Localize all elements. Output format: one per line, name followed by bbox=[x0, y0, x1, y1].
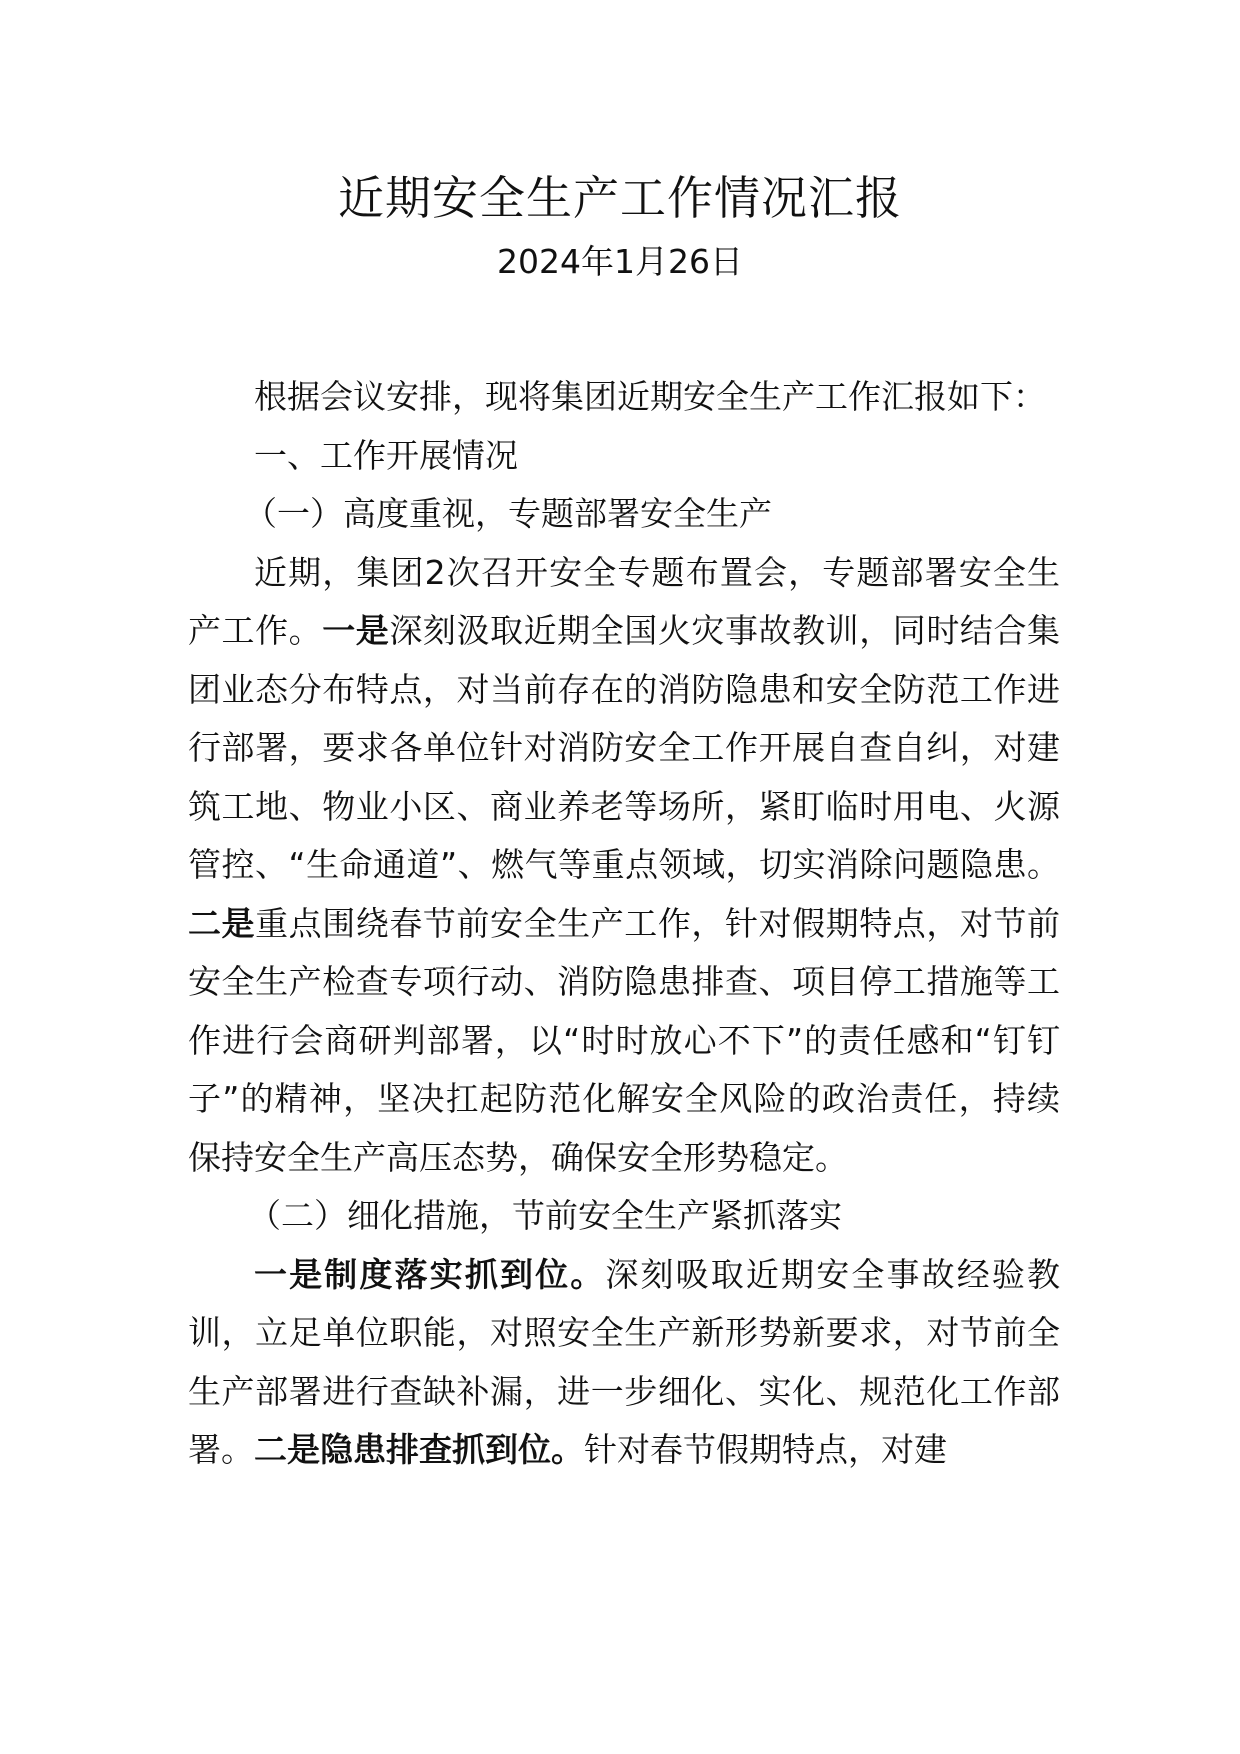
document-title: 近期安全生产工作情况汇报 bbox=[338, 171, 902, 225]
measure-text-2: 针对春节假期特点，对建 bbox=[584, 1430, 947, 1469]
section-heading-1: 一、工作开展情况 bbox=[254, 435, 518, 475]
document-date: 2024年1月26日 bbox=[497, 242, 743, 281]
point-label-1: 一是 bbox=[322, 611, 390, 650]
measure-label-2: 二是隐患排查抓到位。 bbox=[254, 1430, 584, 1469]
subsection-heading-2: （二）细化措施，节前安全生产紧抓落实 bbox=[248, 1196, 842, 1235]
measure-label-1: 一是制度落实抓到位。 bbox=[254, 1254, 606, 1294]
paragraph-lead-text: 近期，集团2次召开安全专题布置会，专题部署安全生产工作。 bbox=[188, 552, 1060, 650]
intro-paragraph: 根据会议安排，现将集团近期安全生产工作汇报如下： bbox=[254, 377, 1046, 416]
point-label-2: 二是 bbox=[188, 903, 256, 943]
point-text-1: 深刻汲取近期全国火灾事故教训，同时结合集团业态分布特点，对当前存在的消防隐患和安全防范工作进行部署，要求各单位针对消防安全工作开展自查自纠，对建筑工地、物业小区、商业养老等场所，紧盯临时用电、火源管控、“生命通道”、燃气等重点领域，切实消除问题隐患。 bbox=[188, 611, 1061, 884]
measure-text-1: 深刻吸取近期安全事故经验教训，立足单位职能，对照安全生产新形势新要求，对节前全生产部署进行查缺补漏，进一步细化、实化、规范化工作部署。 bbox=[188, 1254, 1061, 1469]
subsection-1-paragraph bbox=[188, 544, 1060, 1188]
point-text-2: 重点围绕春节前安全生产工作，针对假期特点，对节前安全生产检查专项行动、消防隐患排查、项目停工措施等工作进行会商研判部署，以“时时放心不下”的责任感和“钉钉子”的精神，坚决扛起防范化解安全风险的政治责任，持续保持安全生产高压态势，确保安全形势稳定。 bbox=[188, 903, 1061, 1177]
subsection-2-paragraph bbox=[188, 1246, 1060, 1480]
document-body bbox=[188, 368, 1060, 1480]
subsection-heading-1: （一）高度重视，专题部署安全生产 bbox=[244, 494, 772, 533]
